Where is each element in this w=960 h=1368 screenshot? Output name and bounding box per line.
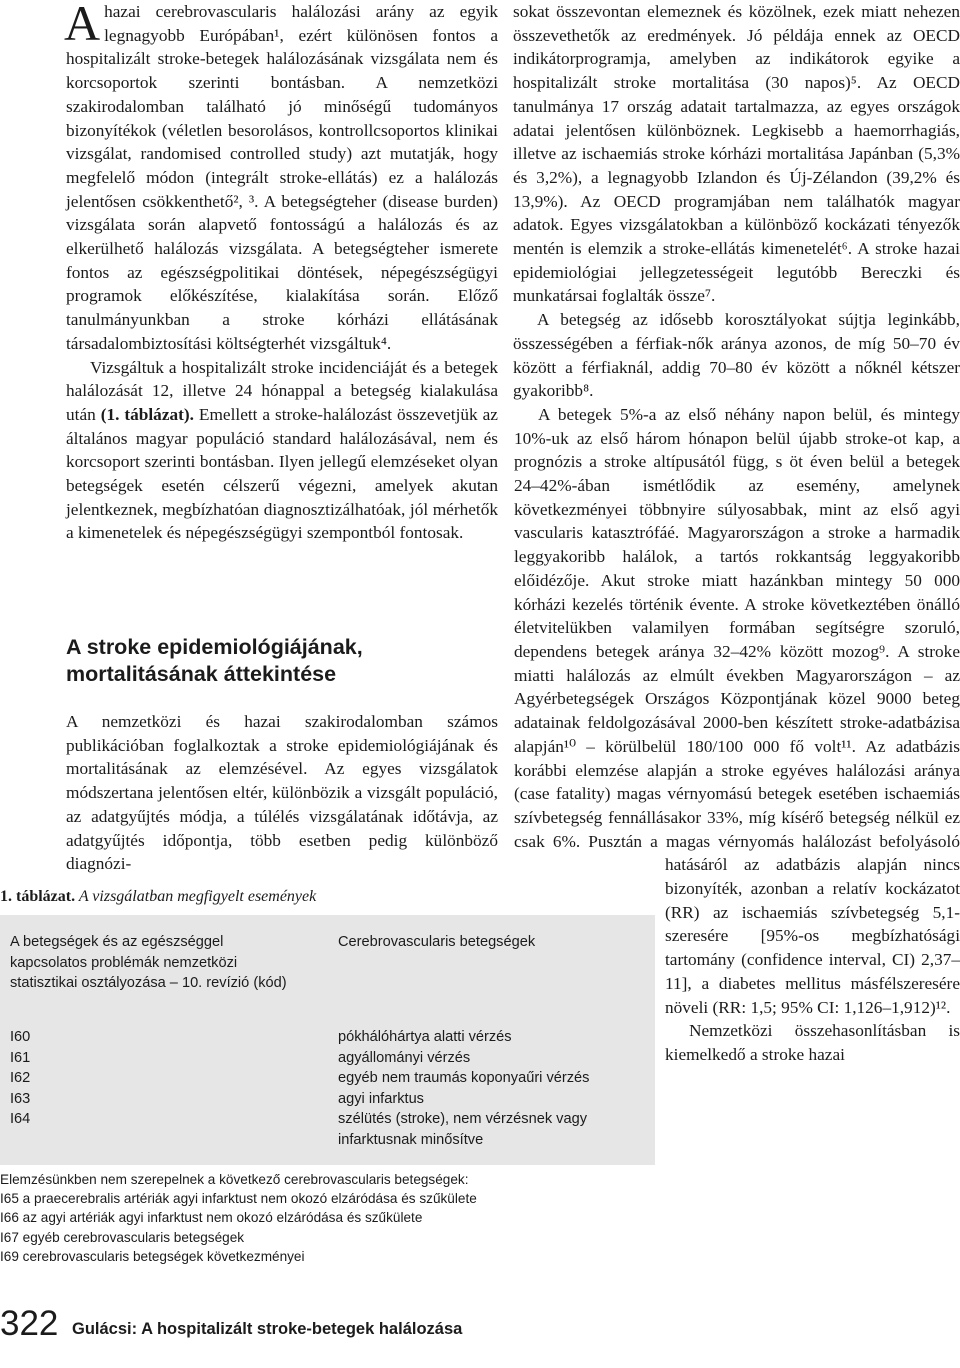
intro-paragraph-2-text-b: Emellett a stroke-halálozást összevetjük az általános magyar populáció standard halálozásával, nem és korcsoport szerinti bontásban. Ilyen jellegű elemzéseket olyan betegségek esetén célszerű végezni, amelyek akutan jelentkeznek, megbízhatóan diagnosztizálhatóak, jól mérhetők a kimenetelek és népegészségügyi szempontból fontosak.	[66, 404, 498, 543]
section-heading-line-1: A stroke epidemiológiájának,	[66, 635, 363, 659]
intro-paragraph-2-text-a: Vizsgáltuk a hospitalizált stroke incidenciáját és a betegek halálozását 12, illetve 24 hónappal a betegség kialakulása után	[66, 357, 498, 424]
table-desc: agyállományi vérzés	[338, 1049, 471, 1066]
right-paragraph-2: A betegség az idősebb korosztályokat sújtja leginkább, összességében a férfiak-nők aránya azonos, de míg 50–70 év között a férfiaknál, addig 70–80 év között a nőknél kétszer gyakoribb⁸.	[513, 310, 960, 401]
table-descriptions	[338, 1027, 648, 1150]
table-desc: szélütés (stroke), nem vérzésnek vagy infarktusnak minősítve	[338, 1111, 587, 1148]
intro-paragraph-1	[66, 0, 498, 356]
table-desc: agyi infarktus	[338, 1090, 424, 1107]
table-caption	[0, 887, 316, 907]
table-codes	[10, 1027, 30, 1130]
intro-paragraph-2	[66, 356, 498, 546]
table-code: I61	[10, 1049, 31, 1066]
page-footer	[0, 1306, 600, 1343]
running-head: Gulácsi: A hospitalizált stroke-betegek halálozása	[72, 1320, 463, 1338]
table-note: Elemzésünkben nem szerepelnek a következő cerebrovascularis betegségek:	[0, 1172, 469, 1187]
table-code: I63	[10, 1090, 31, 1107]
table-code: I62	[10, 1070, 31, 1086]
left-column	[66, 0, 498, 545]
events-table	[0, 915, 655, 1165]
table-desc: egyéb nem traumás koponyaűri vérzés	[338, 1070, 590, 1086]
table-caption-label: 1. táblázat.	[0, 888, 76, 905]
right-paragraph-3-text: A betegek 5%-a az első néhány napon belül, és mintegy 10%-uk az első három hónapon belül újabb stroke-ot kap, a prognózis a stroke altípusától függ, s öt éven belül a betegek 24–42%-ában ismétlődik az esemény, amelynek következményei többnyire súlyosabbak, mint az első agyi vascularis katasztrófáé. Magyarországon a stroke a harmadik leggyakoribb halálok, a tartós rokkantság leggyakoribb előidézője. Akut stroke miatt hazánkban mintegy 50 000 kórházi kezelés történik évente. A stroke következtében önálló életvitelükben valamilyen formában segítségre szoruló, dependens betegek aránya 32–42% között mozog⁹. A stroke miatti halálozás az elmúlt években Magyarországon – az Agyérbetegségek Országos Központjának közel 9000 beteg adatainak feldolgozásával 2000-ben készített stroke-adatbázisa alapján¹⁰ – körülbelül 180/100 000 fő volt¹¹. Az adatbázis korábbi elemzése alapján a stroke egyéves halálozási aránya (case fatality) magas vérnyomású betegek esetében ischaemiás szívbetegség fennállásakor 33%, míg kísérő betegség nélkül ez csak 6%. Pusztán a magas vérnyomás halálozást befolyásoló hatásáról az adatbázis alapján nincs bizonyíték, azonban a relatív kockázatot (RR) az ischaemiás szívbetegség 5,1-szeresére [95%-os megbízhatósági tartomány (confidence interval, CI) 2,37–11], a diabetes mellitus másfélszeresére növeli (RR: 1,5; 95% CI: 1,126–1,912)¹².	[514, 404, 960, 1017]
section-heading-line-2: mortalitásának áttekintése	[66, 662, 337, 686]
table-note: I65 a praecerebralis artériák agyi infarktust nem okozó elzáródása és szűkülete	[0, 1191, 477, 1207]
section-2-body	[66, 710, 498, 876]
table-note: I69 cerebrovascularis betegségek következményei	[0, 1248, 305, 1264]
right-paragraph-4: Nemzetközi összehasonlításban is kiemelkedő a stroke hazai	[665, 1021, 960, 1064]
intro-paragraph-1-text: hazai cerebrovascularis halálozási arány az egyik legnagyobb Európában¹, ezért különösen fontos a hospitalizált stroke-betegek halálozásának vizsgálata nem és korcsoportok szerinti bontásban. A nemzetközi szakirodalomban található jó minőségű tudományos bizonyítékok (véletlen besorolásos, kontrollcsoportos klinikai vizsgálat, randomised controlled study) azt mutatják, hogy megfelelő módon (integrált stroke-ellátás) ez a halálozás jelentősen csökkenthető², ³. A betegségteher (disease burden) vizsgálata során alapvető fontosságú a halálozás és az elkerülhető halálozás vizsgálata. A betegségteher ismerete fontos az egészségpolitikai döntések, népegészségügyi programok előkészítése, kialakítása során. Előző tanulmányunkban a stroke kórházi ellátásának társadalombiztosítási költségterhét vizsgáltuk⁴.	[66, 2, 498, 353]
section-heading	[66, 634, 498, 688]
table-desc: pókhálóhártya alatti vérzés	[338, 1029, 512, 1045]
table-note: I67 egyéb cerebrovascularis betegségek	[0, 1229, 245, 1245]
table-code: I64	[10, 1111, 31, 1127]
right-paragraph-1: sokat összevontan elemeznek és közölnek, ezek miatt nehezen összevethetők az eredmények. Jó példája ennek az OECD indikátorprogramja, amelyben az indikátorok egyike a hospitalizált stroke mortalitása (30 napos)⁵. Az OECD tanulmánya 17 ország adatait tartalmazza, az egyes országok adatai jelentősen különböznek. Legkisebb a haemorrhagiás, illetve az ischaemiás stroke kórházi mortalitása Japánban (5,3% és 3,2%), a legnagyobb Izlandon és Új-Zélandon (39,2% és 13,9%). Az OECD programjában nem találhatók magyar adatok. Egyes vizsgálatokban a különböző kockázati tényezők mentén is elemzik a stroke-ellátás kimenetelét⁶. A stroke hazai epidemiológiai jellegzetességeit legutóbb Bereczki és munkatársai foglalták össze⁷.	[513, 2, 960, 306]
table-caption-text: A vizsgálatban megfigyelt események	[75, 888, 317, 905]
section-2-paragraph-1: A nemzetközi és hazai szakirodalomban számos publikációban foglalkoztak a stroke epidemiológiájának és mortalitásának az elemzésével. Az egyes vizsgálatok módszertana jelentősen eltér, különbözik a vizsgált populáció, az adatgyűjtés módja, a túlélés vizsgálatának időtávja, az adatgyűjtés időpontja, több esetben pedig különböző diagnózi-	[66, 712, 498, 874]
page-number: 322	[0, 1304, 59, 1343]
table-code: I60	[10, 1029, 31, 1045]
table-header-cerebrovascular: Cerebrovascularis betegségek	[338, 934, 536, 950]
table-reference: (1. táblázat).	[100, 404, 194, 424]
table-header-classification: A betegségek és az egészséggel kapcsolatos problémák nemzetközi statisztikai osztályozása – 10. revízió (kód)	[10, 934, 287, 991]
table-notes	[0, 1170, 600, 1266]
table-note: I66 az agyi artériák agyi infarktust nem okozó elzáródása és szűkülete	[0, 1210, 423, 1226]
drop-cap: A	[64, 0, 101, 51]
